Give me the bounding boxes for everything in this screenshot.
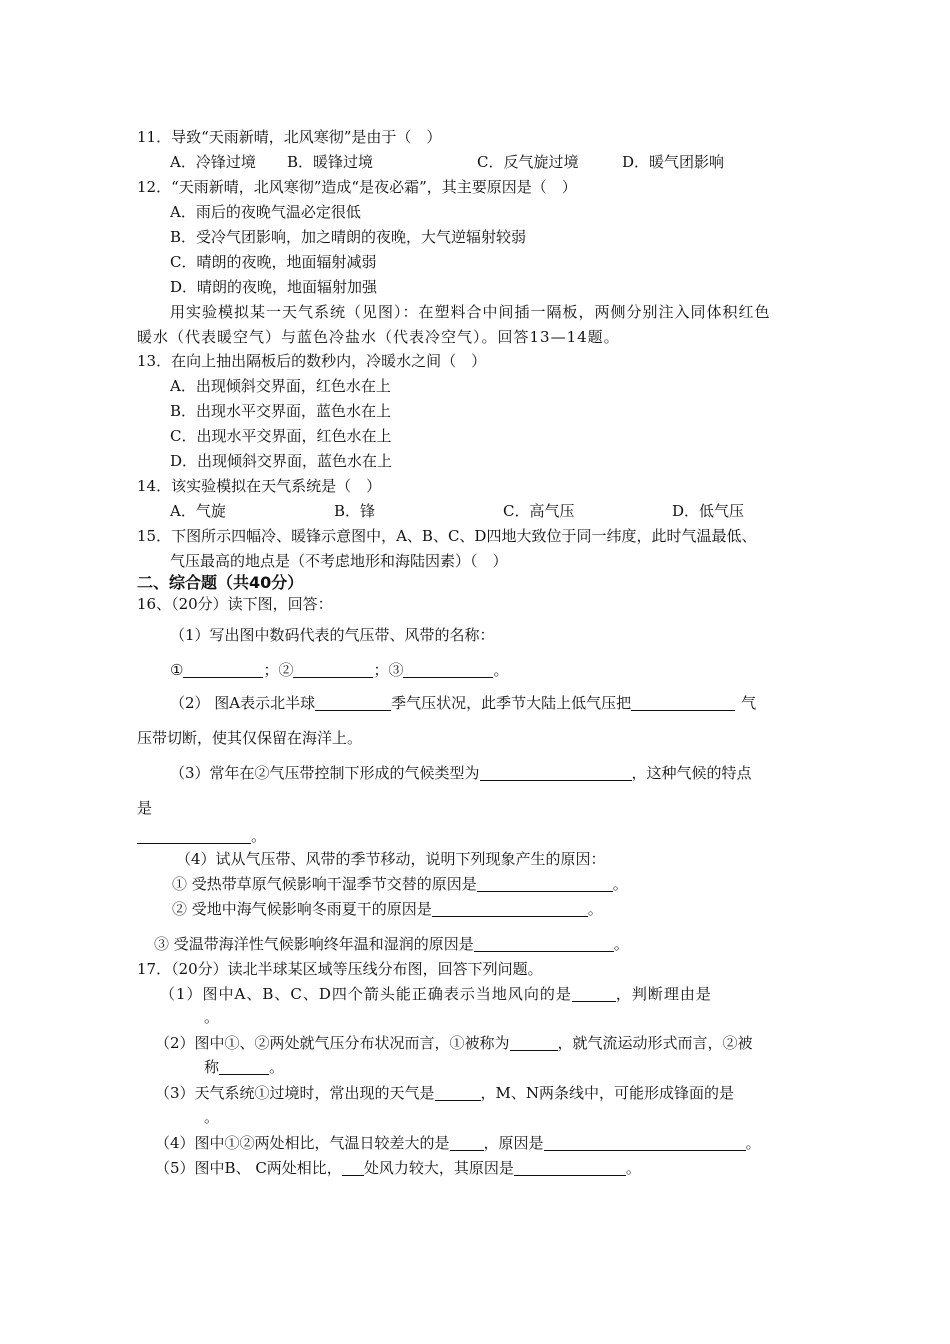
question-16-part3-line3 [137,826,266,846]
experiment-intro-line1: 用实验模拟某一天气系统（见图）：在塑料合中间插一隔板，两侧分别注入同体积红色 [170,303,771,321]
question-17-part1 [160,984,712,1004]
part2-text-b: ，就气流运动形式而言，②被 [557,1034,753,1052]
period: 。 [745,1134,761,1152]
answer-blank-maritime[interactable] [474,935,614,952]
answer-blank-pressure-name[interactable] [510,1034,558,1051]
period: 。 [587,900,603,918]
separator-2: ；② [263,661,294,679]
question-17-part2 [155,1033,753,1053]
question-11-stem: 11．导致“天雨新晴，北风寒彻”是由于（ ） [137,128,442,146]
part4-text-b: ，原因是 [483,1134,544,1152]
question-14-option-c: C．高气压 [503,502,575,520]
experiment-intro-line2: 暖水（代表暖空气）与蓝色冷盐水（代表冷空气）。回答13—14题。 [137,328,620,346]
part2-text-a: （2）图中①、②两处就气压分布状况而言，①被称为 [155,1034,510,1052]
answer-blank-1[interactable] [183,661,263,678]
question-14-stem: 14．该实验模拟在天气系统是（ ） [137,477,382,495]
question-16-part4-item3 [154,934,629,954]
question-14-option-a: A．气旋 [170,502,226,520]
period: 。 [612,875,628,893]
answer-blank-mediterranean[interactable] [432,900,588,917]
question-16-part3-line2: 是 [137,799,153,817]
section-2-title: 二、综合题（共40分） [137,573,304,592]
answer-blank-airflow-name[interactable] [219,1058,269,1075]
period: 。 [493,661,509,679]
question-13-option-c: C．出现水平交界面，红色水在上 [170,427,392,445]
question-12-stem: 12．“天雨新晴，北风寒彻”造成“是夜必霜”，其主要原因是（ ） [137,178,577,196]
answer-blank-reason[interactable] [544,1134,746,1151]
part5-text-a: （5）图中B、 C两处相比， [155,1159,342,1177]
question-11-option-a: A．冷锋过境 [170,153,256,171]
question-16-part2 [170,693,756,713]
answer-blank-arrow[interactable] [572,985,616,1002]
question-16-stem: 16、（20分）读下图，回答： [137,595,333,613]
question-12-option-b: B．受冷气团影响，加之晴朗的夜晚，大气逆辐射较弱 [170,228,527,246]
answer-blank-2[interactable] [293,661,373,678]
question-11-option-d: D．暖气团影响 [622,153,725,171]
part3-text-b: ，M、N两条线中，可能形成锋面的是 [480,1084,735,1102]
answer-blank-3[interactable] [403,661,493,678]
part2-text-b: 季气压状况，此季节大陆上低气压把 [391,694,632,712]
part5-text-b: 处风力较大，其原因是 [363,1159,514,1177]
part3-text-a: （3）常年在②气压带控制下形成的气候类型为 [170,764,480,782]
answer-blank-season[interactable] [315,694,391,711]
period: 。 [613,935,629,953]
part1-text-b: ，判断理由是 [615,985,712,1003]
period: 。 [251,827,267,845]
answer-blank-pressure-belt[interactable] [631,694,735,711]
question-13-stem: 13．在向上抽出隔板后的数秒内，冷暖水之间（ ） [137,352,487,370]
answer-blank-wind-reason[interactable] [514,1159,626,1176]
part2-text-a: （2） 图A表示北半球 [170,694,316,712]
question-12-option-d: D．晴朗的夜晚，地面辐射加强 [170,278,378,296]
part1-text-a: （1）图中A、B、C、D四个箭头能正确表示当地风向的是 [160,985,572,1003]
question-17-stem: 17．（20分）读北半球某区域等压线分布图，回答下列问题。 [137,960,543,978]
item3-text: ③ 受温带海洋性气候影响终年温和湿润的原因是 [154,935,474,953]
question-12-option-a: A．雨后的夜晚气温必定很低 [170,203,361,221]
question-13-option-d: D．出现倾斜交界面，蓝色水在上 [170,452,393,470]
circled-1-label: ① [170,661,184,679]
question-17-part3-line2: 。 [204,1108,220,1126]
part2-text-c: 气 [741,694,757,712]
answer-blank-place[interactable] [342,1159,364,1176]
answer-blank-savanna[interactable] [477,875,613,892]
answer-blank-location[interactable] [450,1134,484,1151]
answer-blank-climate-feature[interactable] [137,827,251,844]
answer-blank-climate-type[interactable] [480,764,632,781]
question-17-part5 [155,1158,641,1178]
question-16-part4: （4）试从气压带、风带的季节移动，说明下列现象产生的原因： [176,850,606,868]
question-14-option-b: B．锋 [334,502,376,520]
question-16-part1: （1）写出图中数码代表的气压带、风带的名称： [170,626,495,644]
question-13-option-b: B．出现水平交界面，蓝色水在上 [170,402,392,420]
question-16-part4-item2 [172,899,603,919]
answer-blank-weather[interactable] [435,1084,481,1101]
question-17-part3 [155,1083,734,1103]
question-16-part3 [170,763,752,783]
question-16-part1-blanks [170,660,509,680]
question-12-option-c: C．晴朗的夜晚，地面辐射减弱 [170,253,377,271]
period: 。 [625,1159,641,1177]
question-17-part1-line2: 。 [204,1008,220,1026]
separator-3: ；③ [373,661,404,679]
part3-text-b: ，这种气候的特点 [631,764,752,782]
question-14-option-d: D．低气压 [672,502,745,520]
question-15-line1: 15．下图所示四幅冷、暖锋示意图中，A、B、C、D四地大致位于同一纬度，此时气温最低、 [137,527,757,545]
question-16-part4-item1 [172,874,628,894]
question-15-line2: 气压最高的地点是（不考虑地形和海陆因素）（ ） [170,552,508,570]
question-11-option-b: B．暖锋过境 [287,153,374,171]
question-13-option-a: A．出现倾斜交界面，红色水在上 [170,377,391,395]
item2-text: ② 受地中海气候影响冬雨夏干的原因是 [172,900,432,918]
item1-text: ① 受热带草原气候影响干湿季节交替的原因是 [172,875,477,893]
question-11-option-c: C．反气旋过境 [477,153,579,171]
question-17-part4 [155,1133,761,1153]
part2-line2-text: 称 [204,1058,220,1076]
part4-text-a: （4）图中①②两处相比，气温日较差大的是 [155,1134,450,1152]
part3-text-a: （3）天气系统①过境时，常出现的天气是 [155,1084,435,1102]
question-16-part2-line2: 压带切断，使其仅保留在海洋上。 [137,729,363,747]
period: 。 [269,1058,285,1076]
question-17-part2-line2 [204,1057,284,1077]
